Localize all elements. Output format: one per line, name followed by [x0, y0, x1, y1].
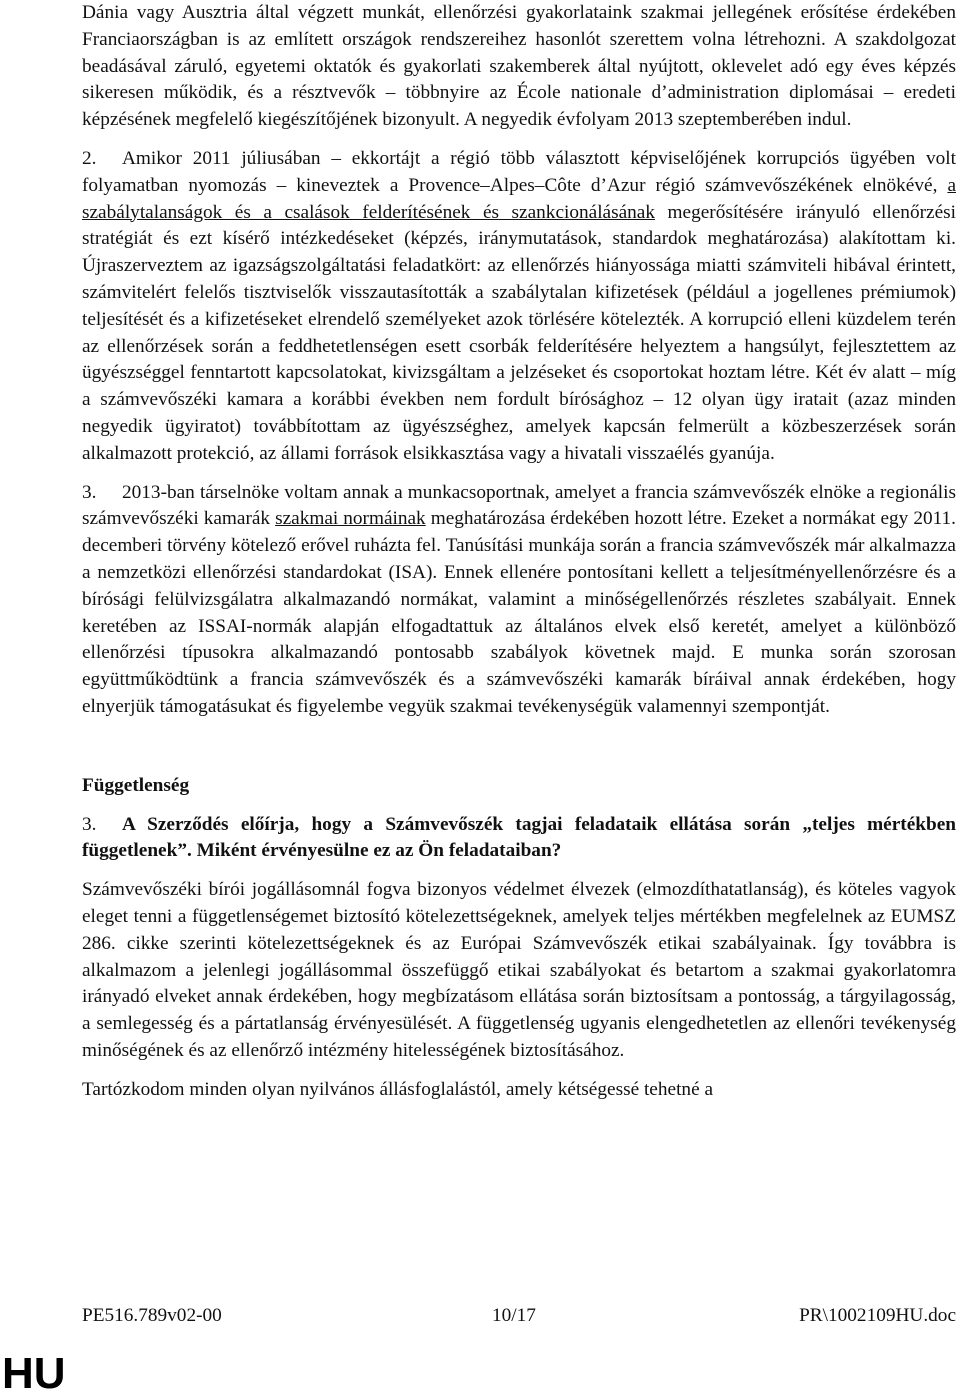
page-footer — [82, 1305, 956, 1331]
language-code: HU — [2, 1349, 66, 1398]
footer-doc-ref: PE516.789v02-00 — [82, 1305, 222, 1326]
section-heading: Függetlenség — [82, 774, 190, 796]
paragraph-intro: Dánia vagy Ausztria által végzett munkát, ellenőrzési gyakorlataink szakmai jellegének erősítése érdekében Franciaországban is az említett országok rendszereihez hasonlót szerettem volna létrehozni. A szakdolgozat beadásával záruló, egyetemi oktatók és gyakorlati szakemberek által nyújtott, oklevelet adó egy éves képzés sikeresen működik, és a résztvevők – többnyire az École nationale d’administration diplomásai – eredeti képzésének megfelelő kiegészítőjének bizonyult. A negyedik évfolyam 2013 szeptemberében indul. — [82, 2, 956, 131]
paragraph-3-number: 3. — [82, 481, 97, 503]
paragraph-2 — [82, 146, 956, 468]
footer-page-number: 10/17 — [492, 1305, 536, 1326]
document-page — [82, 0, 956, 1103]
paragraph-abstain: Tartózkodom minden olyan nyilvános állásfoglalástól, amely kétségessé tehetné a — [82, 1078, 713, 1100]
paragraph-2-text-a: Amikor 2011 júliusában – ekkortájt a régió több választott képviselőjének korrupciós ügyében volt folyamatban nyomozás – kineveztek a Provence–Alpes–Côte d’Azur régió számvevőszékének elnökévé, — [82, 147, 956, 196]
paragraph-2-number: 2. — [82, 147, 97, 169]
paragraph-3-text-a: 2013-ban társelnöke voltam annak a munkacsoportnak, amelyet a francia számvevőszék elnöke a regionális számvevőszéki kamarák — [82, 481, 956, 530]
paragraph-2-text-b: megerősítésére irányuló ellenőrzési stratégiát és ezt kísérő intézkedéseket (képzés, iránymutatások, standardok meghatározása) alakítottam ki. Újraszerveztem az igazságszolgáltatási feladatkört: az ellenőrzés hiányossága miatti számviteli hibával érintett, számvitelért felelős tisztviselők visszautasították a szabálytalan kifizetések (például a jogellenes prémiumok) teljesítését és a kifizetéseket elrendelő személyeket azok törlésére kötelezték. A korrupció elleni küzdelem terén az ellenőrzések során a feddhetetlenségen esett csorbák felderítésére helyeztem a hangsúlyt, fejlesztettem az ügyészséggel fenntartott kapcsolatokat, kivizsgáltam a jelzéseket és csoportokat hoztam létre. Két év alatt – míg a számvevőszéki kamara a korábbi években nem fordult bírósághoz – 12 olyan ügy iratait (azaz minden negyedik ügyiratot) továbbítottam az ügyészséghez, amelyek kapcsán felmerült a közbeszerzések során alkalmazott protekció, az állami források elsikkasztása vagy a hivatali visszaélés gyanúja. — [82, 201, 956, 464]
footer-file-name: PR\1002109HU.doc — [799, 1305, 956, 1326]
paragraph-2-underlined: a szabálytalanságok és a csalások felderítésének és szankcionálásának — [82, 174, 956, 223]
paragraph-3-underlined: szakmai normáinak — [275, 508, 426, 530]
paragraph-3 — [82, 480, 956, 721]
paragraph-3-text-b: meghatározása érdekében hozott létre. Ezeket a normákat egy 2011. decemberi törvény kötelező erővel ruházta fel. Tanúsítási munkája során a francia számvevőszék már alkalmazza a nemzetközi ellenőrzési standardokat (ISA). Ennek ellenére pontosítani kellett a teljesítményellenőrzésre és a bírósági felülvizsgálatra alkalmazandó normákat, valamint a minőségellenőrzés részletes szabályait. Ennek keretében az ISSAI-normák alapján elfogadtattuk az általános elvek első keretét, amelyet a különböző ellenőrzési típusokra alkalmazandó pontosabb szabályok követnek majd. E munka során szorosan együttműködtünk a francia számvevőszék és a számvevőszéki kamarák bíráival annak érdekében, hogy elnyerjük támogatásukat és figyelembe vegyük szakmai tevékenységük valamennyi szempontját. — [82, 508, 956, 717]
question-number: 3. — [82, 813, 97, 835]
question-text: A Szerződés előírja, hogy a Számvevőszék tagjai feladataik ellátása során „teljes mértékben függetlenek”. Miként érvényesülne ez az Ön feladataiban? — [82, 813, 956, 862]
paragraph-independence: Számvevőszéki bírói jogállásomnál fogva bizonyos védelmet élvezek (elmozdíthatatlanság), és köteles vagyok eleget tenni a függetlenségemet biztosító kötelezettségeknek, amelyek teljes mértékben megfelelnek az EUMSZ 286. cikke szerinti kötelezettségeknek és az Európai Számvevőszék etikai szabályainak. Így továbbra is alkalmazom a jelenlegi jogállásommal összefüggő etikai szabályokat és betartom a szakmai gyakorlatomra irányadó elveket annak érdekében, hogy megbízatásom ellátása során biztosítsam a pontosság, a tárgyilagosság, a semlegesség és a pártatlanság érvényesülését. A függetlenség ugyanis elengedhetetlen az ellenőri tevékenység minőségének és az ellenőrző intézmény hitelességének biztosításához. — [82, 879, 956, 1061]
question-3 — [82, 812, 956, 866]
